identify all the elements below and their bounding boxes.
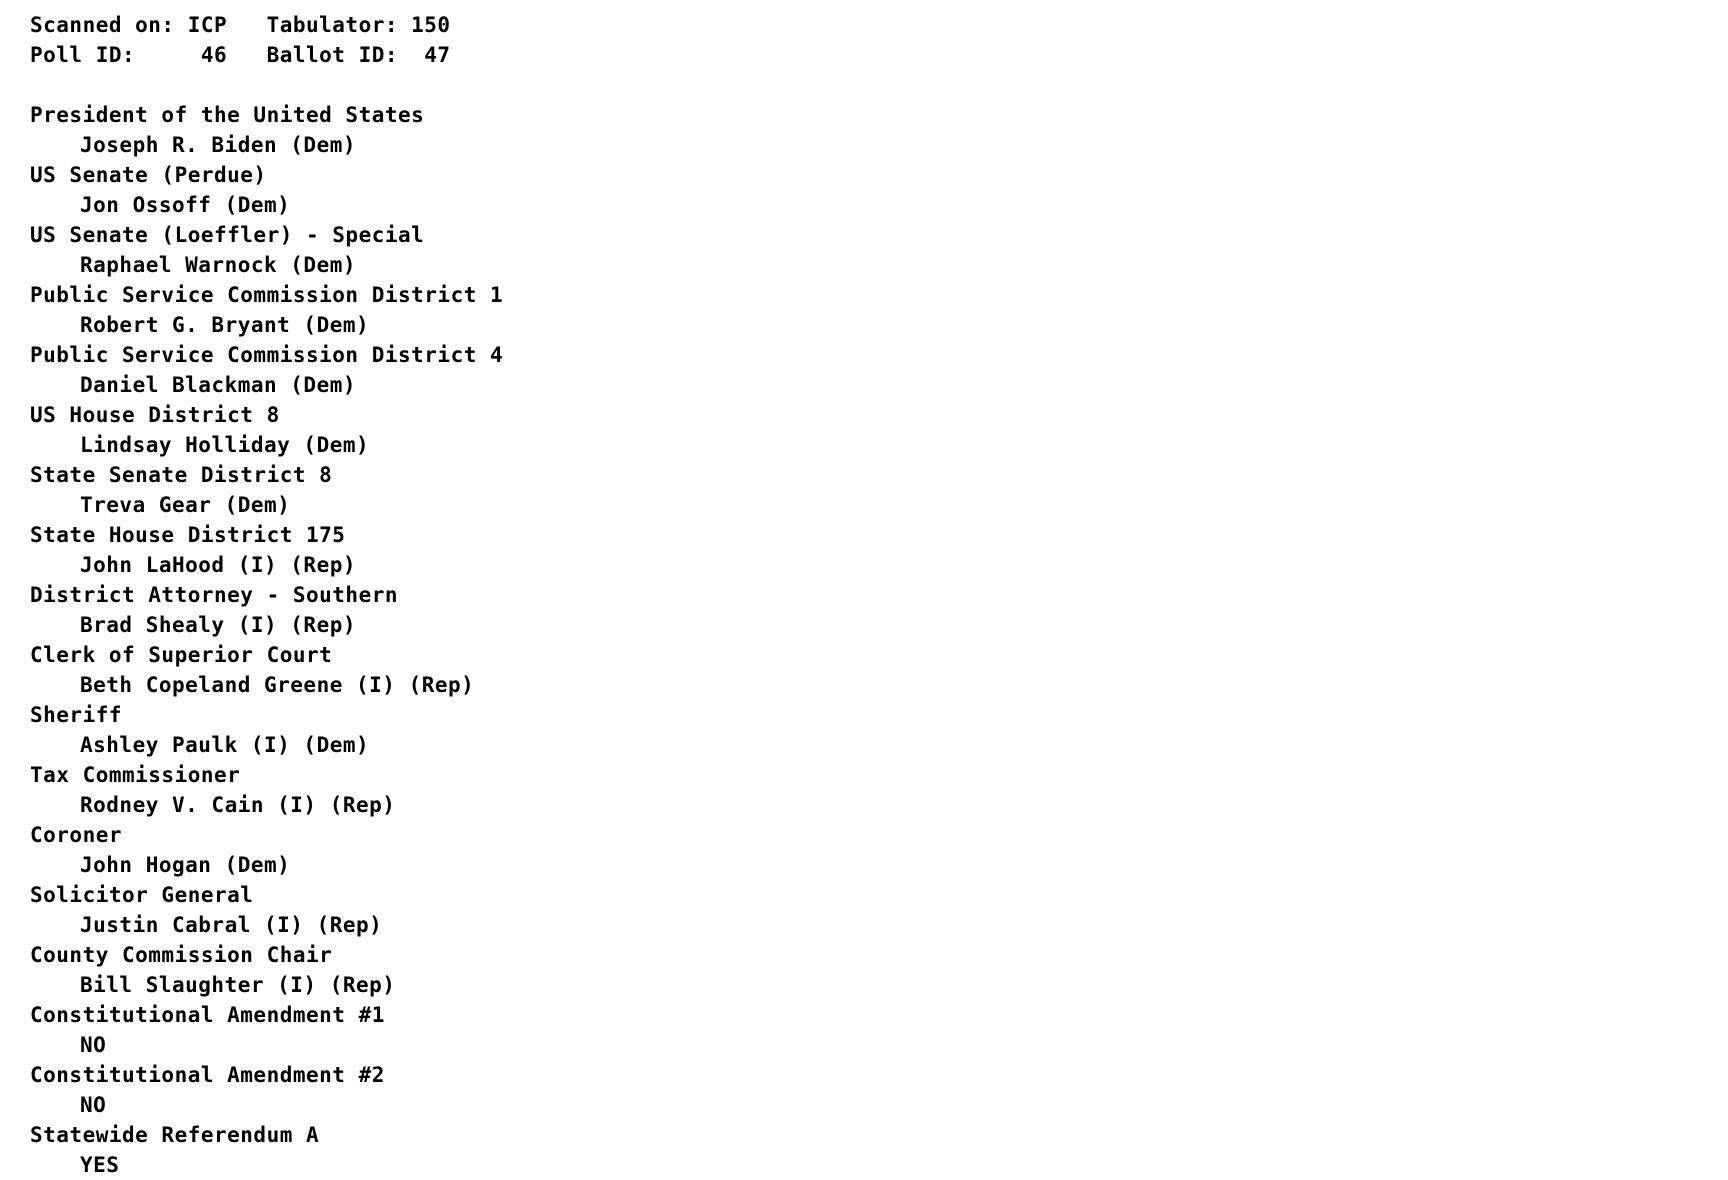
contest-title: Statewide Referendum A xyxy=(30,1123,320,1147)
contest-choice: NO xyxy=(80,1033,107,1057)
contest-block xyxy=(30,460,1728,520)
contest-title: Coroner xyxy=(30,823,123,847)
contest-choice: Justin Cabral (I) (Rep) xyxy=(80,913,383,937)
contest-title: Tax Commissioner xyxy=(30,763,241,787)
contest-title: Sheriff xyxy=(30,703,123,727)
contest-block xyxy=(30,580,1728,640)
contest-block xyxy=(30,1000,1728,1060)
contest-choice: Treva Gear (Dem) xyxy=(80,493,291,517)
contest-block xyxy=(30,640,1728,700)
contest-choice: John Hogan (Dem) xyxy=(80,853,291,877)
contest-choice: Bill Slaughter (I) (Rep) xyxy=(80,973,396,997)
contest-block xyxy=(30,940,1728,1000)
contest-choice: Joseph R. Biden (Dem) xyxy=(80,133,357,157)
contest-title: State House District 175 xyxy=(30,523,346,547)
contest-choice: Brad Shealy (I) (Rep) xyxy=(80,613,357,637)
contest-choice: Ashley Paulk (I) (Dem) xyxy=(80,733,370,757)
contest-block xyxy=(30,1060,1728,1120)
header-body-separator xyxy=(30,70,1728,100)
contest-choice: Beth Copeland Greene (I) (Rep) xyxy=(80,673,475,697)
contest-title: Public Service Commission District 1 xyxy=(30,283,504,307)
contest-title: Constitutional Amendment #1 xyxy=(30,1003,385,1027)
contest-block xyxy=(30,400,1728,460)
contest-block xyxy=(30,760,1728,820)
contest-title: Solicitor General xyxy=(30,883,254,907)
contest-choice: Daniel Blackman (Dem) xyxy=(80,373,357,397)
contest-block xyxy=(30,820,1728,880)
contest-block xyxy=(30,1120,1728,1180)
scanned-on-line: Scanned on: ICP Tabulator: 150 xyxy=(30,13,451,37)
contest-choice: Jon Ossoff (Dem) xyxy=(80,193,291,217)
contest-choice: YES xyxy=(80,1153,120,1177)
contest-block xyxy=(30,880,1728,940)
contest-choice: Robert G. Bryant (Dem) xyxy=(80,313,370,337)
contest-title: County Commission Chair xyxy=(30,943,333,967)
contest-block xyxy=(30,280,1728,340)
contest-title: State Senate District 8 xyxy=(30,463,333,487)
contest-block xyxy=(30,520,1728,580)
contest-choice: Lindsay Holliday (Dem) xyxy=(80,433,370,457)
contest-list xyxy=(30,100,1728,1180)
contest-block xyxy=(30,700,1728,760)
contest-block xyxy=(30,340,1728,400)
contest-block xyxy=(30,160,1728,220)
contest-title: District Attorney - Southern xyxy=(30,583,399,607)
contest-choice: NO xyxy=(80,1093,107,1117)
contest-block xyxy=(30,100,1728,160)
contest-choice: Rodney V. Cain (I) (Rep) xyxy=(80,793,396,817)
contest-block xyxy=(30,220,1728,280)
contest-title: US Senate (Loeffler) - Special xyxy=(30,223,425,247)
contest-choice: Raphael Warnock (Dem) xyxy=(80,253,357,277)
contest-title: President of the United States xyxy=(30,103,425,127)
poll-ballot-id-line: Poll ID: 46 Ballot ID: 47 xyxy=(30,43,451,67)
contest-choice: John LaHood (I) (Rep) xyxy=(80,553,357,577)
contest-title: US Senate (Perdue) xyxy=(30,163,267,187)
contest-title: Constitutional Amendment #2 xyxy=(30,1063,385,1087)
contest-title: Clerk of Superior Court xyxy=(30,643,333,667)
contest-title: Public Service Commission District 4 xyxy=(30,343,504,367)
contest-title: US House District 8 xyxy=(30,403,280,427)
